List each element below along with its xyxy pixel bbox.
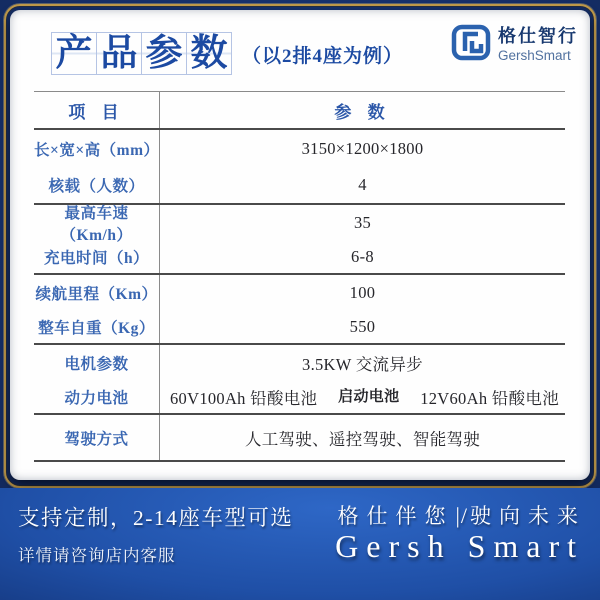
title-char: 数: [190, 33, 228, 74]
row-label: 核载（人数）: [34, 167, 160, 203]
table-row: [34, 345, 565, 380]
table-row: [34, 130, 565, 167]
title-char-box: [186, 32, 232, 75]
row-label: 续航里程（Km）: [34, 275, 160, 310]
slogan-divider: |/: [455, 503, 468, 528]
row-label: 充电时间（h）: [34, 240, 160, 273]
footer-banner: [0, 488, 600, 600]
title-char: 产: [55, 33, 93, 74]
row-value: 35: [353, 212, 372, 232]
row-value: [160, 385, 565, 409]
brand-name-en: GershSmart: [498, 48, 571, 63]
slogan-part2: 驶向未来: [470, 504, 586, 528]
footer-contact-note: 详情请咨询店内客服: [18, 546, 176, 565]
row-value: 100: [349, 282, 376, 302]
table-row-battery: [34, 380, 565, 415]
row-label: 最高车速（Km/h）: [34, 205, 160, 240]
battery-main: 60V100Ah 铅酸电池: [170, 388, 318, 408]
slogan-part1: 格仕伴您: [337, 504, 454, 528]
table-row: [34, 275, 565, 310]
row-label: 电机参数: [34, 345, 160, 380]
title-char-box: [51, 32, 97, 75]
gersh-logo-icon: [451, 24, 491, 61]
title-char-box: [141, 32, 187, 75]
table-row: [34, 167, 565, 205]
table-row: [34, 310, 565, 345]
title-char-box: [96, 32, 142, 75]
title-char: 参: [145, 33, 183, 74]
brand-logo: [451, 22, 578, 63]
row-value: 4: [358, 175, 367, 194]
title-char: 品: [100, 33, 138, 74]
table-header-row: [34, 92, 565, 130]
header-param: 参 数: [334, 102, 391, 122]
battery-starter: 启动电池: [338, 387, 400, 405]
row-label: 动力电池: [34, 380, 160, 413]
title-subtitle: （以2排4座为例）: [242, 46, 404, 67]
brand-name-cn: 格仕智行: [498, 26, 578, 46]
row-label: 驾驶方式: [34, 415, 160, 460]
table-row: [34, 415, 565, 460]
row-label: 长×宽×高（mm）: [34, 130, 160, 167]
row-value: 550: [349, 316, 376, 336]
table-row: [34, 204, 565, 244]
brand-logo-text: [498, 22, 578, 63]
row-label: 整车自重（Kg）: [34, 310, 160, 343]
table-row: [34, 240, 565, 275]
spec-table: [34, 91, 565, 462]
row-value: 人工驾驶、遥控驾驶、智能驾驶: [244, 429, 481, 449]
product-spec-card: [10, 10, 590, 480]
row-value: 3150×1200×1800: [301, 138, 424, 158]
footer-custom-note: 支持定制，2-14座车型可选: [18, 506, 294, 530]
footer-slogan: [337, 500, 586, 530]
battery-aux: 12V60Ah 铅酸电池: [420, 388, 559, 408]
page-title: [52, 32, 403, 75]
header-item: 项 目: [34, 92, 160, 128]
row-value: 6-8: [351, 246, 374, 266]
row-value: 3.5KW 交流异步: [302, 354, 423, 374]
footer-brand-en: Gersh Smart: [335, 528, 584, 564]
